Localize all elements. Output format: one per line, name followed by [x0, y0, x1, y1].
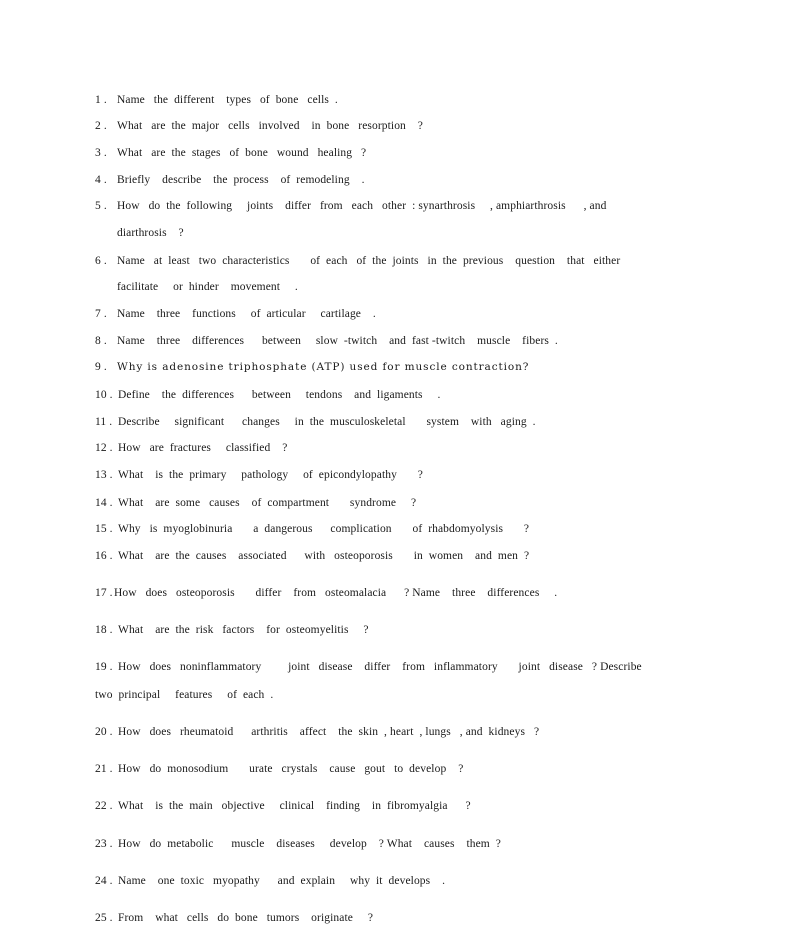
question-text: Briefly describe the process of remodeling . — [117, 174, 365, 186]
question-text: Name at least two characteristics of each of the joints in the previous question that either — [117, 255, 621, 267]
question-text: What is the primary pathology of epicondylopathy ? — [118, 469, 423, 481]
question-number: 9 . — [95, 361, 107, 373]
question-number: 24 . — [95, 875, 113, 887]
question-number: 16 . — [95, 550, 113, 562]
question-number: 19 . — [95, 661, 113, 673]
question-text-continuation: facilitate or hinder movement . — [117, 281, 298, 293]
question-text: What are the major cells involved in bone resorption ? — [117, 120, 424, 132]
question-number: 3 . — [95, 147, 107, 159]
question-text: How does noninflammatory joint disease differ from inflammatory joint disease ? Describe — [118, 661, 642, 673]
question-text: Why is adenosine triphosphate (ATP) used for muscle contraction? — [117, 361, 530, 373]
question-text-continuation: diarthrosis ? — [117, 227, 184, 239]
question-number: 22 . — [95, 800, 113, 812]
question-number: 2 . — [95, 120, 107, 132]
question-text: What is the main objective clinical finding in fibromyalgia ? — [118, 800, 471, 812]
question-text: Name one toxic myopathy and explain why it develops . — [118, 875, 446, 887]
question-number: 7 . — [95, 308, 107, 320]
question-number: 14 . — [95, 497, 113, 509]
question-number: 4 . — [95, 174, 107, 186]
question-text: Name the different types of bone cells . — [117, 94, 338, 106]
question-text: What are some causes of compartment syndrome ? — [118, 497, 417, 509]
question-number: 18 . — [95, 624, 113, 636]
question-text: What are the risk factors for osteomyelitis ? — [118, 624, 369, 636]
question-number: 13 . — [95, 469, 113, 481]
question-number: 20 . — [95, 726, 113, 738]
question-text: Name three functions of articular cartilage . — [117, 308, 376, 320]
question-number: 21 . — [95, 763, 113, 775]
question-text: From what cells do bone tumors originate ? — [118, 912, 374, 924]
question-number: 6 . — [95, 255, 107, 267]
question-text: How do the following joints differ from each other : synarthrosis , amphiarthrosis , and — [117, 200, 607, 212]
question-number: 25 . — [95, 912, 113, 924]
question-number: 17 . — [95, 587, 113, 599]
question-text: What are the stages of bone wound healing ? — [117, 147, 367, 159]
question-number: 23 . — [95, 838, 113, 850]
question-number: 1 . — [95, 94, 107, 106]
question-text: How does osteoporosis differ from osteomalacia ? Name three differences . — [114, 587, 558, 599]
question-number: 8 . — [95, 335, 107, 347]
question-text: What are the causes associated with osteoporosis in women and men ? — [118, 550, 530, 562]
question-number: 11 . — [95, 416, 113, 428]
question-text: Name three differences between slow -twitch and fast -twitch muscle fibers . — [117, 335, 558, 347]
question-text: How are fractures classified ? — [118, 442, 288, 454]
question-number: 10 . — [95, 389, 113, 401]
question-text: How do monosodium urate crystals cause gout to develop ? — [118, 763, 464, 775]
question-text-continuation: two principal features of each . — [95, 689, 274, 701]
question-text: Describe significant changes in the musculoskeletal system with aging . — [118, 416, 536, 428]
question-text: Why is myoglobinuria a dangerous complication of rhabdomyolysis ? — [118, 523, 530, 535]
question-number: 5 . — [95, 200, 107, 212]
question-text: How do metabolic muscle diseases develop ? What causes them ? — [118, 838, 502, 850]
question-number: 15 . — [95, 523, 113, 535]
question-number: 12 . — [95, 442, 113, 454]
question-text: How does rheumatoid arthritis affect the skin , heart , lungs , and kidneys ? — [118, 726, 540, 738]
question-text: Define the differences between tendons and ligaments . — [118, 389, 441, 401]
